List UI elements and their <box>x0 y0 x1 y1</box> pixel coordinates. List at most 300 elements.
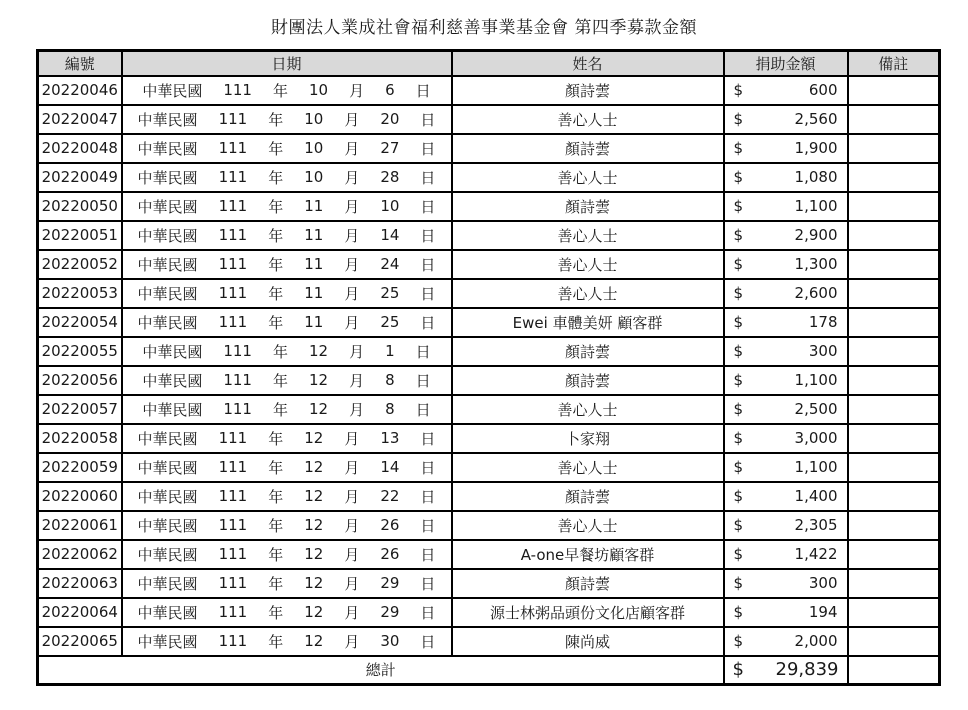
row-id: 20220056 <box>41 371 118 389</box>
currency-symbol: $ <box>733 603 744 621</box>
date-month-suffix: 月 <box>349 400 365 419</box>
table-row <box>38 395 940 424</box>
page-title: 財團法人業成社會福利慈善事業基金會 第四季募款金額 <box>271 18 697 38</box>
donor-name: 善心人士 <box>557 255 618 274</box>
row-id: 20220063 <box>41 574 118 592</box>
row-id-cell <box>38 250 122 279</box>
total-amount-value: 29,839 <box>775 659 839 681</box>
table-row <box>38 279 940 308</box>
date-day: 25 <box>380 284 400 302</box>
date-year-suffix: 年 <box>268 429 284 448</box>
date-day-suffix: 日 <box>420 168 436 187</box>
row-date-cell <box>122 221 452 250</box>
date-year-suffix: 年 <box>272 400 288 419</box>
date-era: 中華民國 <box>137 197 198 216</box>
date-era: 中華民國 <box>142 342 203 361</box>
date-month-suffix: 月 <box>344 139 360 158</box>
date-era: 中華民國 <box>137 139 198 158</box>
date-year: 111 <box>218 487 248 505</box>
row-name-cell <box>452 279 724 308</box>
row-date-cell <box>122 482 452 511</box>
date-day: 6 <box>385 81 395 99</box>
row-name-cell <box>452 221 724 250</box>
date-year: 111 <box>218 226 248 244</box>
date-year: 111 <box>223 342 252 360</box>
date-day-suffix: 日 <box>415 342 431 361</box>
date-day: 28 <box>380 168 400 186</box>
row-id-cell <box>38 395 122 424</box>
date-year-suffix: 年 <box>268 313 284 332</box>
amount-value: 2,500 <box>794 400 838 418</box>
donor-name: 善心人士 <box>557 458 618 477</box>
date-day: 14 <box>380 226 400 244</box>
table-header <box>38 51 940 76</box>
amount-value: 1,400 <box>794 487 838 505</box>
date-month-suffix: 月 <box>344 284 360 303</box>
row-id: 20220055 <box>41 342 118 360</box>
date-year: 111 <box>223 371 252 389</box>
date-day: 8 <box>385 371 395 389</box>
row-id-cell <box>38 105 122 134</box>
row-date-cell <box>122 540 452 569</box>
row-note-cell <box>848 163 940 192</box>
row-note-cell <box>848 395 940 424</box>
row-amount-cell <box>724 250 848 279</box>
total-label: 總計 <box>38 656 724 685</box>
row-id: 20220065 <box>41 632 118 650</box>
table-row <box>38 627 940 656</box>
row-date-cell <box>122 192 452 221</box>
donor-name: Ewei 車體美妍 顧客群 <box>512 313 663 332</box>
row-note-cell <box>848 511 940 540</box>
row-id: 20220062 <box>41 545 118 563</box>
donor-name: 善心人士 <box>557 110 618 129</box>
donor-name: 陳尚威 <box>564 632 610 651</box>
date-month: 10 <box>309 81 329 99</box>
donor-name: 源士林粥品頭份文化店顧客群 <box>489 603 685 622</box>
currency-symbol: $ <box>733 632 744 650</box>
table-row <box>38 366 940 395</box>
date-year: 111 <box>218 139 248 157</box>
donor-name: 善心人士 <box>557 226 618 245</box>
row-id: 20220058 <box>41 429 118 447</box>
row-id-cell <box>38 192 122 221</box>
date-era: 中華民國 <box>137 516 198 535</box>
row-date-cell <box>122 453 452 482</box>
amount-value: 1,100 <box>794 197 838 215</box>
currency-symbol: $ <box>733 400 744 418</box>
row-name-cell <box>452 569 724 598</box>
date-year: 111 <box>218 313 248 331</box>
date-year-suffix: 年 <box>268 545 284 564</box>
date-day: 27 <box>380 139 400 157</box>
header-row <box>38 51 940 76</box>
amount-value: 2,000 <box>794 632 838 650</box>
table-row <box>38 540 940 569</box>
date-era: 中華民國 <box>137 632 198 651</box>
date-month: 12 <box>304 632 324 650</box>
row-id-cell <box>38 540 122 569</box>
date-month-suffix: 月 <box>344 197 360 216</box>
row-id-cell <box>38 453 122 482</box>
date-year-suffix: 年 <box>268 516 284 535</box>
currency-symbol: $ <box>733 81 744 99</box>
row-amount-cell <box>724 482 848 511</box>
date-day: 10 <box>380 197 400 215</box>
date-year: 111 <box>223 81 252 99</box>
currency-symbol: $ <box>733 487 744 505</box>
date-year-suffix: 年 <box>268 632 284 651</box>
row-id-cell <box>38 134 122 163</box>
date-day-suffix: 日 <box>420 487 436 506</box>
row-note-cell <box>848 192 940 221</box>
table-row <box>38 424 940 453</box>
date-day-suffix: 日 <box>420 284 436 303</box>
row-id-cell <box>38 482 122 511</box>
donor-name: 善心人士 <box>557 168 618 187</box>
date-day-suffix: 日 <box>415 371 431 390</box>
row-name-cell <box>452 424 724 453</box>
row-note-cell <box>848 134 940 163</box>
date-day: 8 <box>385 400 395 418</box>
date-era: 中華民國 <box>137 487 198 506</box>
donor-name: 顏詩蕓 <box>564 342 610 361</box>
row-amount-cell <box>724 598 848 627</box>
row-id-cell <box>38 511 122 540</box>
currency-symbol: $ <box>733 168 744 186</box>
row-name-cell <box>452 540 724 569</box>
date-year-suffix: 年 <box>268 574 284 593</box>
date-year: 111 <box>218 197 248 215</box>
date-year: 111 <box>218 429 248 447</box>
date-month-suffix: 月 <box>349 81 365 100</box>
date-month: 11 <box>304 255 324 273</box>
row-name-cell <box>452 105 724 134</box>
date-year: 111 <box>218 458 248 476</box>
date-year-suffix: 年 <box>268 168 284 187</box>
amount-value: 2,600 <box>794 284 838 302</box>
row-note-cell <box>848 308 940 337</box>
date-month: 12 <box>304 487 324 505</box>
table-row <box>38 163 940 192</box>
date-month-suffix: 月 <box>344 429 360 448</box>
date-year-suffix: 年 <box>268 458 284 477</box>
row-date-cell <box>122 279 452 308</box>
row-date-cell <box>122 308 452 337</box>
date-month: 12 <box>309 400 329 418</box>
date-month: 10 <box>304 110 324 128</box>
date-era: 中華民國 <box>142 400 203 419</box>
table-row <box>38 192 940 221</box>
date-month: 11 <box>304 284 324 302</box>
amount-value: 1,422 <box>794 545 838 563</box>
row-amount-cell <box>724 511 848 540</box>
row-note-cell <box>848 105 940 134</box>
header-date: 日期 <box>122 51 452 76</box>
date-month-suffix: 月 <box>349 342 365 361</box>
row-name-cell <box>452 395 724 424</box>
date-era: 中華民國 <box>137 313 198 332</box>
currency-symbol: $ <box>733 458 744 476</box>
row-id-cell <box>38 221 122 250</box>
row-id-cell <box>38 337 122 366</box>
row-name-cell <box>452 453 724 482</box>
row-id-cell <box>38 279 122 308</box>
table-row <box>38 337 940 366</box>
row-id-cell <box>38 308 122 337</box>
row-amount-cell <box>724 308 848 337</box>
row-amount-cell <box>724 76 848 105</box>
date-year-suffix: 年 <box>268 487 284 506</box>
row-date-cell <box>122 395 452 424</box>
row-date-cell <box>122 105 452 134</box>
row-note-cell <box>848 76 940 105</box>
donor-name: 善心人士 <box>557 400 618 419</box>
date-year: 111 <box>218 255 248 273</box>
row-id: 20220053 <box>41 284 118 302</box>
date-day: 29 <box>380 603 400 621</box>
row-amount-cell <box>724 395 848 424</box>
date-year-suffix: 年 <box>272 81 288 100</box>
header-amount: 捐助金額 <box>724 51 848 76</box>
row-id: 20220061 <box>41 516 118 534</box>
currency-symbol: $ <box>733 226 744 244</box>
currency-symbol: $ <box>733 139 744 157</box>
row-id: 20220059 <box>41 458 118 476</box>
row-id: 20220049 <box>41 168 118 186</box>
amount-value: 2,305 <box>794 516 838 534</box>
table-row <box>38 482 940 511</box>
date-month: 12 <box>304 574 324 592</box>
date-day-suffix: 日 <box>420 313 436 332</box>
date-day: 26 <box>380 545 400 563</box>
row-note-cell <box>848 337 940 366</box>
date-day: 24 <box>380 255 400 273</box>
currency-symbol: $ <box>733 255 744 273</box>
date-month: 12 <box>304 429 324 447</box>
date-month: 12 <box>304 603 324 621</box>
amount-value: 600 <box>808 81 838 99</box>
amount-value: 3,000 <box>794 429 838 447</box>
row-name-cell <box>452 76 724 105</box>
date-day-suffix: 日 <box>420 574 436 593</box>
date-era: 中華民國 <box>137 226 198 245</box>
date-era: 中華民國 <box>137 110 198 129</box>
currency-symbol: $ <box>733 284 744 302</box>
row-note-cell <box>848 221 940 250</box>
currency-symbol: $ <box>733 110 744 128</box>
table-row <box>38 105 940 134</box>
date-year: 111 <box>218 516 248 534</box>
date-month: 12 <box>309 371 329 389</box>
row-id: 20220046 <box>41 81 118 99</box>
table-row <box>38 569 940 598</box>
row-amount-cell <box>724 163 848 192</box>
row-id-cell <box>38 76 122 105</box>
date-day: 14 <box>380 458 400 476</box>
row-name-cell <box>452 482 724 511</box>
row-note-cell <box>848 279 940 308</box>
row-name-cell <box>452 366 724 395</box>
table-row <box>38 598 940 627</box>
row-amount-cell <box>724 424 848 453</box>
donor-name: 卜家翔 <box>564 429 610 448</box>
donor-name: 善心人士 <box>557 516 618 535</box>
date-year-suffix: 年 <box>268 284 284 303</box>
date-month: 11 <box>304 313 324 331</box>
row-id: 20220050 <box>41 197 118 215</box>
table-row <box>38 221 940 250</box>
row-date-cell <box>122 163 452 192</box>
amount-value: 1,900 <box>794 139 838 157</box>
donor-name: 顏詩蕓 <box>564 139 610 158</box>
amount-value: 194 <box>808 603 838 621</box>
date-day: 30 <box>380 632 400 650</box>
row-date-cell <box>122 424 452 453</box>
date-day-suffix: 日 <box>415 400 431 419</box>
row-amount-cell <box>724 279 848 308</box>
date-day-suffix: 日 <box>420 545 436 564</box>
donor-name: A-one早餐坊顧客群 <box>520 545 655 564</box>
amount-value: 300 <box>808 574 838 592</box>
date-month: 10 <box>304 139 324 157</box>
date-day-suffix: 日 <box>415 81 431 100</box>
row-date-cell <box>122 337 452 366</box>
date-month-suffix: 月 <box>344 516 360 535</box>
date-era: 中華民國 <box>142 371 203 390</box>
currency-symbol: $ <box>733 429 744 447</box>
date-year: 111 <box>218 545 248 563</box>
row-name-cell <box>452 598 724 627</box>
date-month-suffix: 月 <box>344 110 360 129</box>
date-year-suffix: 年 <box>268 255 284 274</box>
amount-value: 1,080 <box>794 168 838 186</box>
row-id-cell <box>38 163 122 192</box>
currency-symbol: $ <box>733 516 744 534</box>
row-note-cell <box>848 627 940 656</box>
date-year-suffix: 年 <box>272 371 288 390</box>
row-amount-cell <box>724 221 848 250</box>
currency-symbol: $ <box>733 197 744 215</box>
date-day: 29 <box>380 574 400 592</box>
date-month-suffix: 月 <box>349 371 365 390</box>
row-amount-cell <box>724 105 848 134</box>
header-id: 編號 <box>38 51 122 76</box>
total-row <box>38 656 940 685</box>
currency-symbol: $ <box>732 659 744 681</box>
date-month: 12 <box>304 458 324 476</box>
row-name-cell <box>452 337 724 366</box>
row-name-cell <box>452 250 724 279</box>
amount-value: 2,560 <box>794 110 838 128</box>
donor-name: 善心人士 <box>557 284 618 303</box>
row-date-cell <box>122 366 452 395</box>
table-row <box>38 250 940 279</box>
date-era: 中華民國 <box>137 284 198 303</box>
total-amount-cell <box>724 656 848 685</box>
row-date-cell <box>122 627 452 656</box>
row-id-cell <box>38 598 122 627</box>
date-era: 中華民國 <box>137 545 198 564</box>
date-year: 111 <box>218 632 248 650</box>
row-date-cell <box>122 511 452 540</box>
row-id: 20220047 <box>41 110 118 128</box>
date-month-suffix: 月 <box>344 603 360 622</box>
row-note-cell <box>848 250 940 279</box>
date-year-suffix: 年 <box>268 603 284 622</box>
date-day: 22 <box>380 487 400 505</box>
amount-value: 178 <box>808 313 838 331</box>
date-year-suffix: 年 <box>268 110 284 129</box>
date-day: 1 <box>385 342 395 360</box>
row-name-cell <box>452 192 724 221</box>
row-amount-cell <box>724 366 848 395</box>
date-month-suffix: 月 <box>344 632 360 651</box>
row-amount-cell <box>724 134 848 163</box>
date-era: 中華民國 <box>137 458 198 477</box>
row-date-cell <box>122 134 452 163</box>
date-day-suffix: 日 <box>420 255 436 274</box>
header-name: 姓名 <box>452 51 724 76</box>
row-note-cell <box>848 424 940 453</box>
row-id: 20220057 <box>41 400 118 418</box>
table-row <box>38 511 940 540</box>
date-year: 111 <box>218 574 248 592</box>
date-day-suffix: 日 <box>420 139 436 158</box>
date-month: 12 <box>304 516 324 534</box>
date-month-suffix: 月 <box>344 226 360 245</box>
date-month-suffix: 月 <box>344 487 360 506</box>
row-id: 20220052 <box>41 255 118 273</box>
table-row <box>38 134 940 163</box>
date-day-suffix: 日 <box>420 429 436 448</box>
date-day: 20 <box>380 110 400 128</box>
row-date-cell <box>122 250 452 279</box>
donor-name: 顏詩蕓 <box>564 574 610 593</box>
row-note-cell <box>848 569 940 598</box>
date-year: 111 <box>218 284 248 302</box>
date-day-suffix: 日 <box>420 110 436 129</box>
donation-table <box>36 49 941 686</box>
table-footer <box>38 656 940 685</box>
currency-symbol: $ <box>733 313 744 331</box>
currency-symbol: $ <box>733 545 744 563</box>
amount-value: 1,100 <box>794 458 838 476</box>
row-date-cell <box>122 76 452 105</box>
table-body <box>38 76 940 656</box>
row-amount-cell <box>724 453 848 482</box>
row-note-cell <box>848 453 940 482</box>
row-note-cell <box>848 598 940 627</box>
table-row <box>38 453 940 482</box>
date-year: 111 <box>218 110 248 128</box>
table-row <box>38 76 940 105</box>
date-year: 111 <box>218 603 248 621</box>
currency-symbol: $ <box>733 574 744 592</box>
date-day-suffix: 日 <box>420 197 436 216</box>
date-era: 中華民國 <box>137 168 198 187</box>
date-day-suffix: 日 <box>420 458 436 477</box>
date-month: 11 <box>304 226 324 244</box>
row-amount-cell <box>724 627 848 656</box>
date-day-suffix: 日 <box>420 603 436 622</box>
date-day-suffix: 日 <box>420 516 436 535</box>
date-month-suffix: 月 <box>344 458 360 477</box>
date-era: 中華民國 <box>142 81 203 100</box>
date-year-suffix: 年 <box>268 197 284 216</box>
row-date-cell <box>122 598 452 627</box>
row-id: 20220060 <box>41 487 118 505</box>
